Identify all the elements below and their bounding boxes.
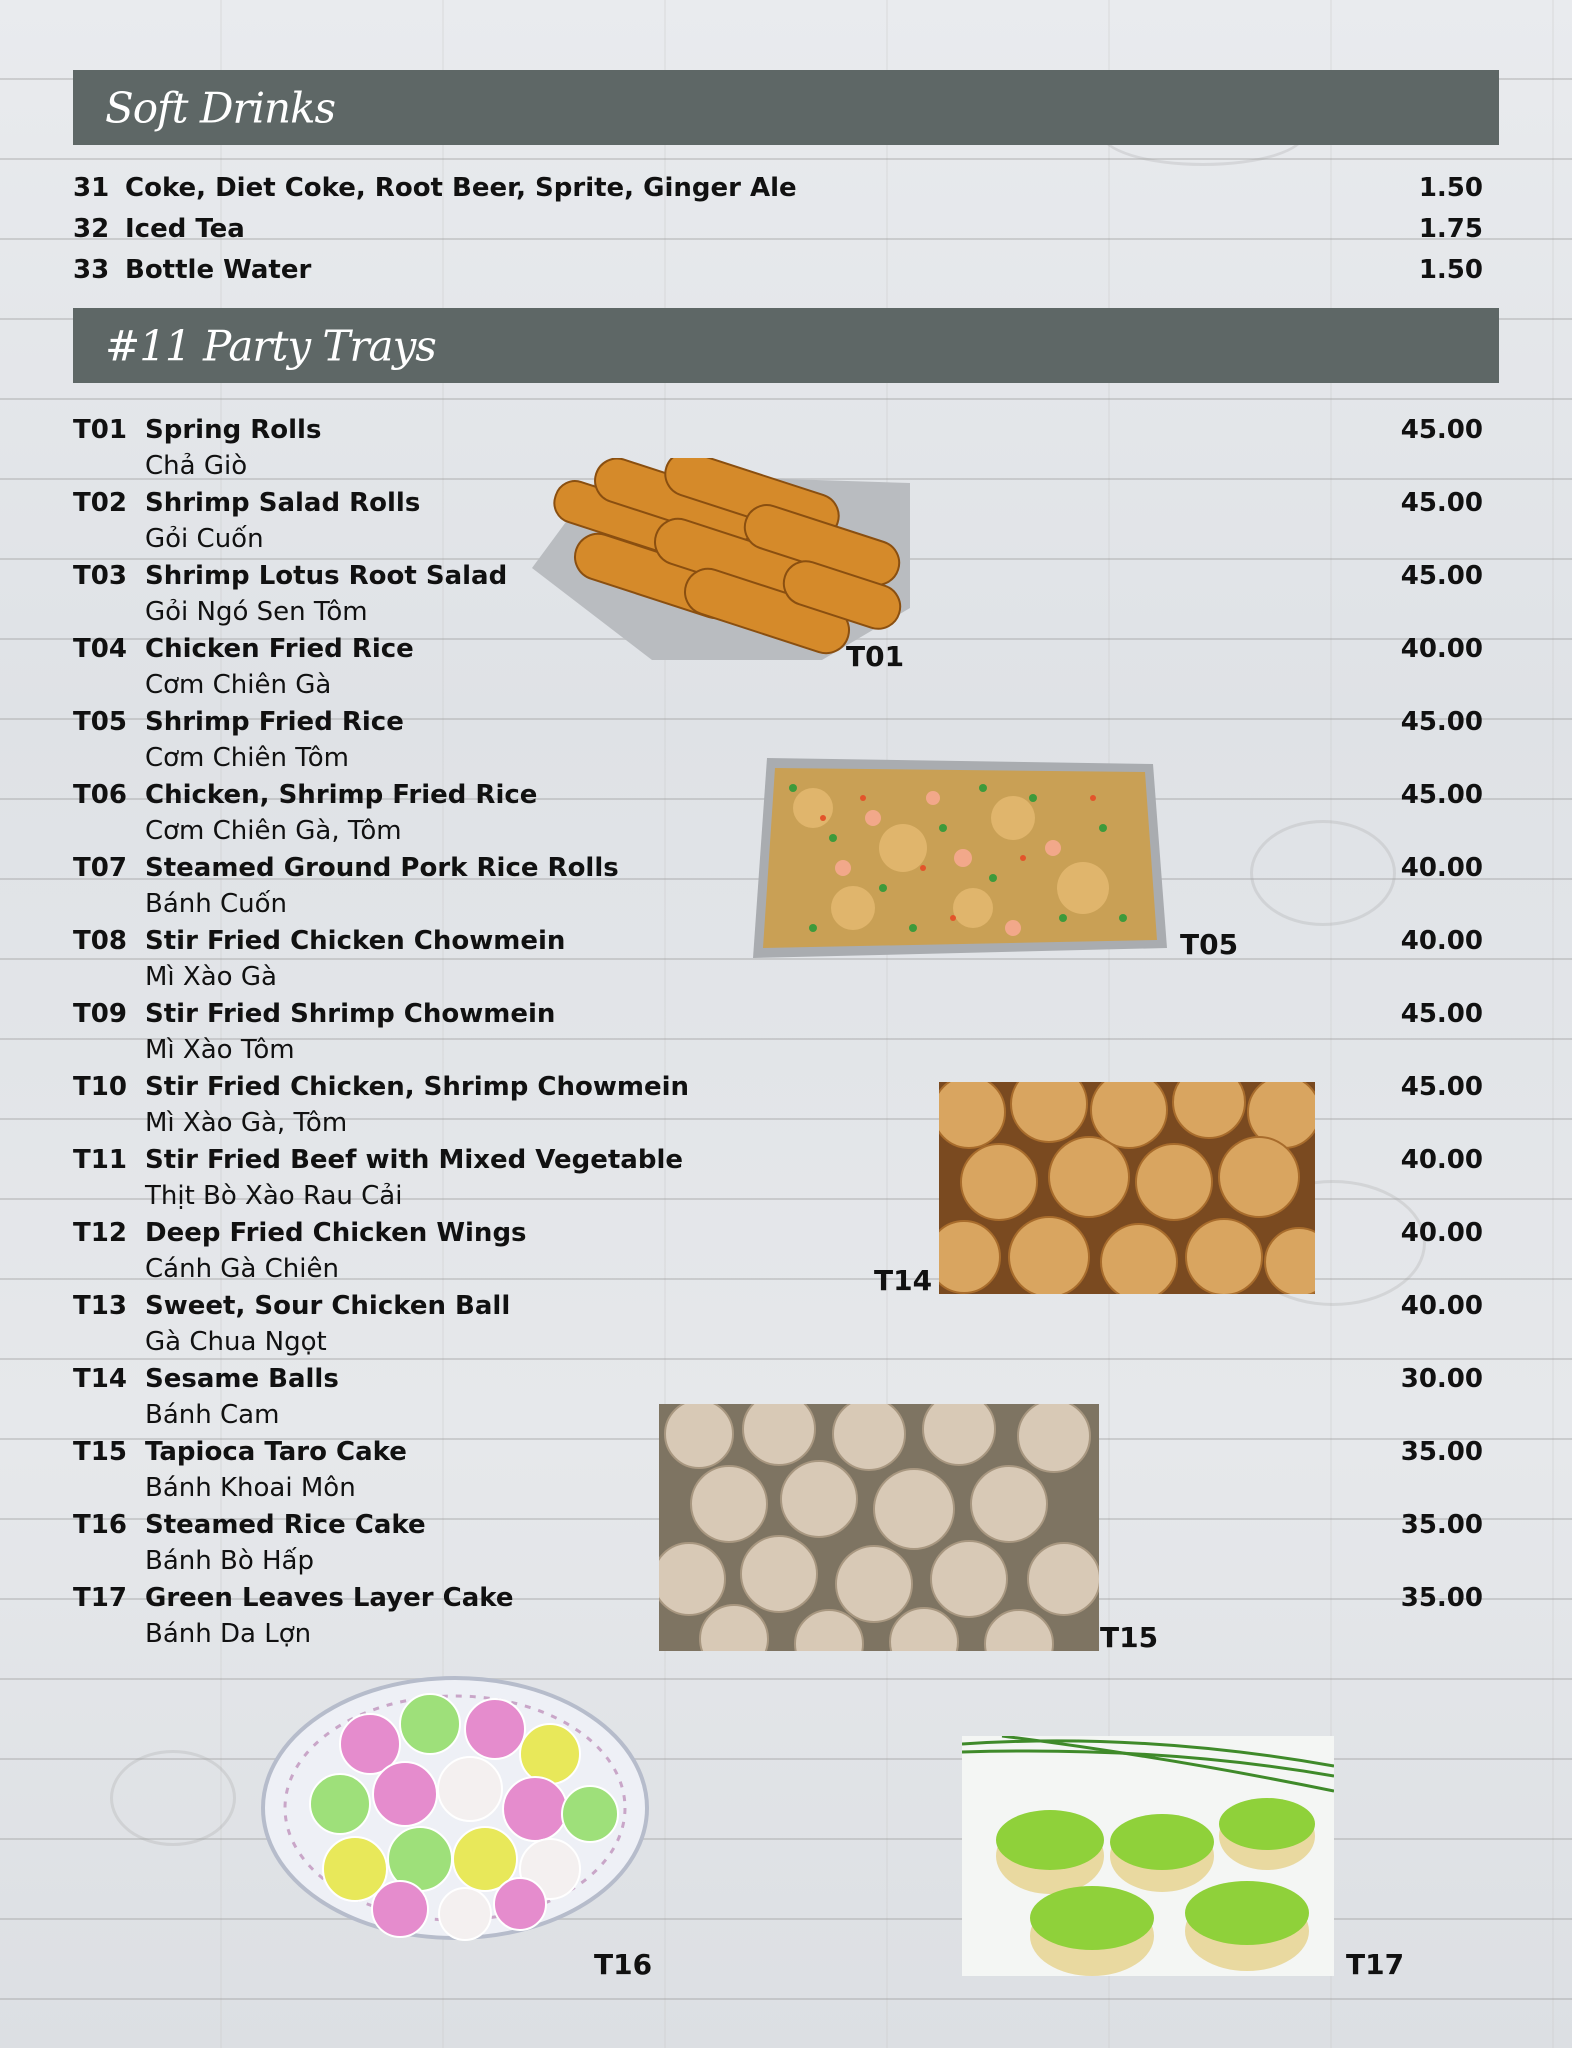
section-title: Soft Drinks <box>105 83 336 132</box>
item-code: T10 <box>73 1072 127 1102</box>
item-vietnamese-name: Bánh Da Lợn <box>145 1619 312 1649</box>
item-name: Iced Tea <box>125 214 245 244</box>
item-name: Steamed Rice Cake <box>145 1510 426 1540</box>
list-item <box>73 254 1483 286</box>
item-vietnamese-name: Mì Xào Gà <box>145 962 277 992</box>
photo-label-t17: T17 <box>1346 1948 1405 1981</box>
item-code: T12 <box>73 1218 127 1248</box>
item-price: 45.00 <box>1400 488 1483 518</box>
item-price: 35.00 <box>1400 1583 1483 1613</box>
item-name: Chicken, Shrimp Fried Rice <box>145 780 538 810</box>
item-number: 32 <box>73 214 110 244</box>
wood-knot-decoration <box>110 1750 236 1846</box>
item-name: Shrimp Fried Rice <box>145 707 404 737</box>
item-code: T14 <box>73 1364 127 1394</box>
item-price: 1.50 <box>1418 255 1483 285</box>
list-item <box>73 172 1483 204</box>
item-price: 45.00 <box>1400 780 1483 810</box>
item-code: T01 <box>73 415 127 445</box>
sesame-balls-image <box>939 1082 1315 1294</box>
item-vietnamese-name: Mì Xào Gà, Tôm <box>145 1108 348 1138</box>
layer-cake-image <box>962 1736 1334 1976</box>
item-vietnamese-name: Cơm Chiên Tôm <box>145 743 349 773</box>
item-code: T16 <box>73 1510 127 1540</box>
wood-knot-decoration <box>1250 820 1396 926</box>
item-name: Steamed Ground Pork Rice Rolls <box>145 853 619 883</box>
item-name: Spring Rolls <box>145 415 322 445</box>
item-price: 45.00 <box>1400 999 1483 1029</box>
item-name: Shrimp Lotus Root Salad <box>145 561 508 591</box>
item-vietnamese-name: Mì Xào Tôm <box>145 1035 295 1065</box>
item-price: 45.00 <box>1400 1072 1483 1102</box>
item-vietnamese-name: Bánh Bò Hấp <box>145 1546 314 1576</box>
item-vietnamese-name: Thịt Bò Xào Rau Cải <box>145 1181 403 1211</box>
item-price: 40.00 <box>1400 926 1483 956</box>
item-name: Stir Fried Beef with Mixed Vegetable <box>145 1145 684 1175</box>
item-code: T02 <box>73 488 127 518</box>
item-code: T15 <box>73 1437 127 1467</box>
steamed-rice-cake-image <box>260 1674 650 1942</box>
item-code: T05 <box>73 707 127 737</box>
item-price: 45.00 <box>1400 707 1483 737</box>
item-name: Green Leaves Layer Cake <box>145 1583 514 1613</box>
item-number: 31 <box>73 173 110 203</box>
item-name: Shrimp Salad Rolls <box>145 488 421 518</box>
fried-rice-image <box>753 758 1167 958</box>
sesame-balls-photo <box>939 1082 1315 1294</box>
taro-cake-image <box>659 1404 1099 1651</box>
item-vietnamese-name: Cơm Chiên Gà, Tôm <box>145 816 402 846</box>
item-code: T08 <box>73 926 127 956</box>
item-price: 1.50 <box>1418 173 1483 203</box>
item-name: Deep Fried Chicken Wings <box>145 1218 527 1248</box>
item-price: 40.00 <box>1400 1291 1483 1321</box>
steamed-rice-cake-photo <box>260 1674 650 1942</box>
item-name: Chicken Fried Rice <box>145 634 414 664</box>
photo-label-t14: T14 <box>874 1264 933 1297</box>
item-name: Coke, Diet Coke, Root Beer, Sprite, Ginger Ale <box>125 173 797 203</box>
item-price: 1.75 <box>1418 214 1483 244</box>
item-vietnamese-name: Gà Chua Ngọt <box>145 1327 327 1357</box>
item-name: Tapioca Taro Cake <box>145 1437 407 1467</box>
item-price: 40.00 <box>1400 634 1483 664</box>
item-name: Stir Fried Shrimp Chowmein <box>145 999 556 1029</box>
item-code: T03 <box>73 561 127 591</box>
party-trays-banner <box>73 308 1499 383</box>
item-price: 45.00 <box>1400 561 1483 591</box>
soft-drinks-banner <box>73 70 1499 145</box>
item-name: Sesame Balls <box>145 1364 339 1394</box>
item-code: T09 <box>73 999 127 1029</box>
item-name: Sweet, Sour Chicken Ball <box>145 1291 511 1321</box>
item-vietnamese-name: Bánh Cam <box>145 1400 280 1430</box>
item-vietnamese-name: Chả Giò <box>145 451 248 481</box>
item-vietnamese-name: Gỏi Cuốn <box>145 524 264 554</box>
item-name: Bottle Water <box>125 255 312 285</box>
item-code: T04 <box>73 634 127 664</box>
item-price: 30.00 <box>1400 1364 1483 1394</box>
spring-rolls-photo <box>532 458 910 660</box>
item-vietnamese-name: Bánh Khoai Môn <box>145 1473 356 1503</box>
item-price: 40.00 <box>1400 1218 1483 1248</box>
layer-cake-photo <box>962 1736 1334 1976</box>
item-vietnamese-name: Bánh Cuốn <box>145 889 288 919</box>
item-price: 40.00 <box>1400 853 1483 883</box>
item-price: 35.00 <box>1400 1510 1483 1540</box>
item-price: 40.00 <box>1400 1145 1483 1175</box>
item-price: 45.00 <box>1400 415 1483 445</box>
list-item <box>73 213 1483 245</box>
item-code: T06 <box>73 780 127 810</box>
taro-cake-photo <box>659 1404 1099 1651</box>
photo-label-t05: T05 <box>1180 928 1239 961</box>
item-code: T11 <box>73 1145 127 1175</box>
item-code: T07 <box>73 853 127 883</box>
item-price: 35.00 <box>1400 1437 1483 1467</box>
fried-rice-photo <box>753 758 1167 958</box>
item-code: T17 <box>73 1583 127 1613</box>
item-name: Stir Fried Chicken Chowmein <box>145 926 566 956</box>
spring-rolls-image <box>532 458 910 660</box>
item-number: 33 <box>73 255 110 285</box>
photo-label-t15: T15 <box>1100 1621 1159 1654</box>
item-vietnamese-name: Cánh Gà Chiên <box>145 1254 339 1284</box>
section-title: #11 Party Trays <box>105 321 436 370</box>
item-code: T13 <box>73 1291 127 1321</box>
item-name: Stir Fried Chicken, Shrimp Chowmein <box>145 1072 689 1102</box>
item-vietnamese-name: Cơm Chiên Gà <box>145 670 332 700</box>
photo-label-t16: T16 <box>594 1948 653 1981</box>
item-vietnamese-name: Gỏi Ngó Sen Tôm <box>145 597 368 627</box>
photo-label-t01: T01 <box>846 640 905 673</box>
